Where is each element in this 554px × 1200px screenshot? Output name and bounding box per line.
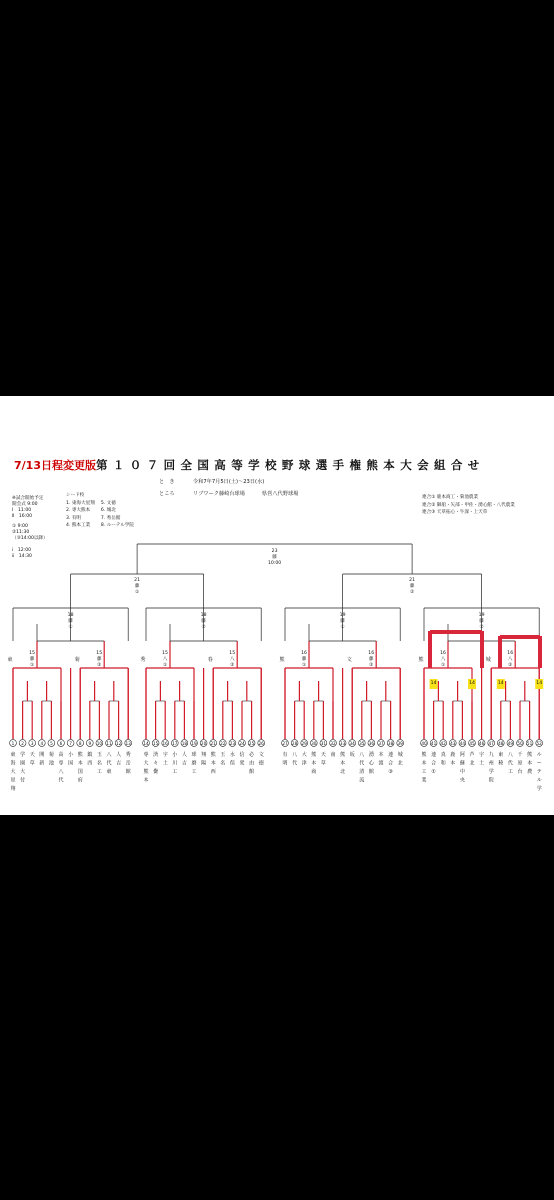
school-number: 24 xyxy=(239,740,245,746)
school-number: 16 xyxy=(162,740,168,746)
page-title: 第１０７回全国高等学校野球選手権熊本大会組合せ xyxy=(96,458,485,472)
school-name: 工 xyxy=(96,769,102,775)
seed-title: シード校 xyxy=(66,493,85,498)
school-name: 和 xyxy=(440,760,446,767)
school-name: 土 xyxy=(479,760,485,767)
match-label: ① xyxy=(301,663,307,668)
school-name: 熊 xyxy=(210,752,216,758)
school-name: 工 xyxy=(507,769,513,775)
school-name: 宇 xyxy=(479,752,485,758)
school-number: 23 xyxy=(229,740,236,746)
school-name: 宇 xyxy=(162,752,168,758)
school-number: 37 xyxy=(378,740,384,746)
school-name: 人 xyxy=(116,752,122,758)
school-name: 済 xyxy=(153,752,159,758)
match-label: ② xyxy=(369,663,374,668)
school-name: ① xyxy=(431,769,436,775)
match-label: 藤 xyxy=(29,657,35,662)
school-name: 学 xyxy=(488,769,494,775)
school-name: 翔 xyxy=(201,752,207,758)
match-label: 15 xyxy=(96,651,103,656)
seed-item: 7. 秀岳館 xyxy=(100,515,121,521)
match-label: 藤 xyxy=(272,555,277,560)
school-number: 44 xyxy=(459,740,466,746)
match-label: ① xyxy=(340,625,345,630)
school-name: ル xyxy=(536,752,542,758)
school-number: 13 xyxy=(125,740,131,746)
seed-item: 3. 有明 xyxy=(66,515,82,521)
match-label: ② xyxy=(97,663,102,668)
school-number: 28 xyxy=(291,740,298,746)
school-name: 合 xyxy=(431,760,437,767)
school-number: 4 xyxy=(40,740,44,746)
school-name: 川 xyxy=(172,760,178,767)
school-name: 台 xyxy=(517,769,523,775)
match-label: 八 xyxy=(229,657,235,662)
block-label: 春 xyxy=(207,657,213,663)
match-label: 21 xyxy=(134,578,141,583)
match-label: ② xyxy=(201,625,206,630)
school-number: 1 xyxy=(11,740,15,746)
school-name: 専 xyxy=(58,760,64,767)
school-name: 球 xyxy=(191,752,197,758)
highlight-label: 14 xyxy=(497,681,504,686)
school-name: 必 xyxy=(249,752,255,758)
match-label: 19 xyxy=(339,613,346,618)
school-number: 31 xyxy=(320,740,327,746)
school-name: 本 xyxy=(311,760,317,767)
match-label: 八 xyxy=(162,657,168,662)
school-name: 阿 xyxy=(459,752,465,758)
school-number: 46 xyxy=(478,740,485,746)
match-label: 八 xyxy=(507,657,513,662)
match-label: 18 xyxy=(67,613,74,618)
schedule-line: ① 9:00 xyxy=(12,524,28,529)
school-number: 39 xyxy=(397,740,403,746)
school-name: 農 xyxy=(527,769,533,775)
school-name: 代 xyxy=(359,760,365,767)
school-name: 本 xyxy=(450,760,456,767)
school-name: 熊 xyxy=(340,752,346,758)
school-name: 学 xyxy=(536,786,542,792)
school-number: 40 xyxy=(421,740,427,746)
school-number: 35 xyxy=(359,740,365,746)
school-name: 心 xyxy=(368,760,374,767)
block-label: 文 xyxy=(346,657,352,663)
school-name: 院 xyxy=(488,777,494,784)
school-number: 32 xyxy=(330,740,336,746)
school-name: 州 xyxy=(488,760,494,767)
school-number: 2 xyxy=(21,740,24,746)
school-name: 高 xyxy=(58,752,64,758)
school-name: 城 xyxy=(397,752,403,758)
school-name: 工 xyxy=(191,769,197,775)
school-name: 付 xyxy=(20,777,26,784)
school-number: 26 xyxy=(258,740,264,746)
school-number: 3 xyxy=(30,740,34,746)
school-name: 八 xyxy=(106,752,112,758)
school-name: 有 xyxy=(282,752,288,758)
school-number: 21 xyxy=(210,740,216,746)
school-name: 本 xyxy=(340,760,346,767)
block-label: 東 xyxy=(7,657,13,663)
school-name: 大 xyxy=(10,769,16,775)
schedule-title: ※試合開始予定 xyxy=(12,496,44,501)
school-name: 東 xyxy=(10,752,16,758)
match-label: 藤 xyxy=(340,619,345,624)
school-name: 信 xyxy=(239,752,245,758)
match-label: 18 xyxy=(200,613,207,618)
match-label: ① xyxy=(135,590,140,595)
match-label: 藤 xyxy=(201,619,206,624)
school-number: 25 xyxy=(248,740,255,746)
school-name: 文 xyxy=(258,752,264,758)
tokoro-label: ところ xyxy=(159,491,175,497)
match-label: 23 xyxy=(271,549,278,554)
school-name: 吉 xyxy=(116,760,122,767)
highlight-label: 14 xyxy=(536,681,543,686)
schedule-line: Ⅱ 16:00 xyxy=(12,514,33,519)
block-label: 菊 xyxy=(74,657,80,663)
school-name: 八 xyxy=(507,752,513,758)
school-name: 小 xyxy=(172,752,178,758)
school-name: 新 xyxy=(39,760,45,767)
school-name: 小 xyxy=(68,752,74,758)
match-label: 19 xyxy=(478,613,485,618)
match-label: 16 xyxy=(368,651,375,656)
school-name: 吉 xyxy=(181,760,187,767)
school-name: 草 xyxy=(29,760,35,767)
school-number: 47 xyxy=(488,740,494,746)
toki-label: と き xyxy=(159,479,175,485)
school-name: 中 xyxy=(459,769,465,775)
school-number: 10 xyxy=(96,740,103,746)
school-name: 北 xyxy=(340,769,346,775)
school-name: 名 xyxy=(220,760,226,767)
school-name: 人 xyxy=(181,752,187,758)
school-name: 北 xyxy=(397,760,403,767)
school-number: 33 xyxy=(339,740,346,746)
school-name: ル xyxy=(536,777,542,784)
rengo-line: 連合② 御船・矢部・甲佐・湧心館・八代農業 xyxy=(422,502,515,508)
school-name: 俣 xyxy=(229,760,235,767)
school-number: 18 xyxy=(181,740,188,746)
school-name: 八 xyxy=(58,769,64,775)
school-name: 館 xyxy=(125,769,131,775)
school-name: 代 xyxy=(292,760,298,767)
bracket-sheet xyxy=(0,396,554,815)
match-label: 藤 xyxy=(368,657,374,662)
school-name: 北 xyxy=(469,760,475,767)
school-number: 15 xyxy=(152,740,159,746)
school-number: 36 xyxy=(368,740,375,746)
school-name: 天 xyxy=(29,752,35,758)
seed-item: 8. ルーテル学院 xyxy=(100,523,134,529)
school-name: 大 xyxy=(143,760,149,767)
tournament-bracket xyxy=(0,396,554,815)
school-name: 星 xyxy=(10,777,16,784)
school-name: 陽 xyxy=(201,760,207,767)
school-name: 流 xyxy=(359,777,365,784)
school-name: 本 xyxy=(378,752,384,758)
school-number: 43 xyxy=(450,740,456,746)
school-name: 本 xyxy=(210,760,216,767)
match-label: 藤 xyxy=(134,584,140,589)
school-name: 開 xyxy=(39,752,45,758)
school-name: 館 xyxy=(368,769,374,775)
school-name: 本 xyxy=(527,760,533,767)
school-number: 49 xyxy=(507,740,514,746)
version-label: 7/13日程変更版 xyxy=(14,459,96,472)
school-name: 稜 xyxy=(498,760,504,767)
seed-item: 6. 城北 xyxy=(100,508,116,514)
school-name: 代 xyxy=(507,760,513,767)
school-name: 池 xyxy=(48,760,54,767)
school-name: 玉 xyxy=(220,752,226,758)
school-number: 34 xyxy=(349,740,355,746)
school-name: 大 xyxy=(20,769,26,775)
school-number: 6 xyxy=(59,740,63,746)
school-name: テ xyxy=(536,769,542,775)
school-name: 水 xyxy=(229,752,235,758)
school-name: 八 xyxy=(292,752,298,758)
school-number: 51 xyxy=(526,740,533,746)
schedule-line: 開会式 9:00 xyxy=(12,502,38,507)
block-label: 秀 xyxy=(140,657,146,663)
school-number: 22 xyxy=(220,740,226,746)
school-name: 本 xyxy=(143,777,149,784)
school-number: 27 xyxy=(282,740,288,746)
school-number: 41 xyxy=(430,740,437,746)
school-name: 千 xyxy=(517,752,523,758)
school-name: 鎮 xyxy=(87,752,93,758)
school-name: 黌 xyxy=(153,769,159,775)
school-number: 8 xyxy=(78,740,82,746)
match-label: 藤 xyxy=(301,657,307,662)
school-number: 5 xyxy=(50,740,53,746)
school-number: 48 xyxy=(498,740,504,746)
schedule-line: （③14:00以降） xyxy=(12,536,48,541)
school-name: 工 xyxy=(172,769,178,775)
school-name: 国 xyxy=(77,769,83,775)
match-label: ① xyxy=(29,663,35,668)
school-number: 9 xyxy=(88,740,92,746)
school-name: 連 xyxy=(431,752,437,758)
school-name: 代 xyxy=(58,777,64,784)
school-name: 西 xyxy=(87,760,93,767)
match-label: ② xyxy=(508,663,513,668)
school-name: 坂 xyxy=(349,752,355,758)
match-label: ① xyxy=(162,663,168,668)
school-name: 学 xyxy=(20,752,26,758)
school-name: 芦 xyxy=(469,752,475,758)
school-name: 湧 xyxy=(368,752,374,758)
match-label: 八 xyxy=(440,657,446,662)
venue-fujisaki: リブワーク藤崎台球場 xyxy=(193,491,245,497)
schedule-line: ⅰ 12:00 xyxy=(12,548,32,553)
school-number: 52 xyxy=(536,740,542,746)
school-name: 岳 xyxy=(125,760,131,767)
match-label: 16 xyxy=(507,651,514,656)
school-name: 熊 xyxy=(77,752,83,758)
school-name: 専 xyxy=(143,752,149,758)
school-name: 鹿 xyxy=(450,752,456,758)
school-name: 国 xyxy=(68,760,74,767)
school-name: 館 xyxy=(249,769,255,775)
school-number: 14 xyxy=(143,740,149,746)
school-number: 20 xyxy=(200,740,207,746)
school-name: 渡 xyxy=(378,760,384,767)
school-name: 草 xyxy=(320,760,326,767)
rengo-line: 連合① 鹿本商工・菊池農業 xyxy=(422,495,479,500)
school-name: 八 xyxy=(359,752,365,758)
school-name: ③ xyxy=(388,769,393,775)
school-name: 真 xyxy=(440,752,446,758)
school-name: 東 xyxy=(498,752,504,758)
school-name: 磨 xyxy=(191,760,197,767)
school-name: 連 xyxy=(388,752,394,758)
match-label: 15 xyxy=(29,651,35,656)
school-name: 園 xyxy=(20,760,26,767)
block-label: 熊 xyxy=(279,657,285,663)
school-name: 玉 xyxy=(96,752,102,758)
school-name: 西 xyxy=(210,769,216,775)
school-name: 東 xyxy=(106,769,112,775)
school-name: 代 xyxy=(106,760,112,767)
match-label: 16 xyxy=(440,651,446,656)
school-name: 蘇 xyxy=(459,760,465,767)
school-name: 秀 xyxy=(125,752,131,758)
highlight-label: 14 xyxy=(469,681,475,686)
match-label: 21 xyxy=(409,578,416,583)
match-label: ① xyxy=(68,625,73,630)
seed-item: 1. 東海大星翔 xyxy=(66,500,95,506)
school-number: 12 xyxy=(115,740,122,746)
school-name: 翔 xyxy=(10,786,16,792)
match-label: 15 xyxy=(229,651,236,656)
school-name: 熊 xyxy=(527,752,533,758)
highlight-label: 14 xyxy=(430,681,437,686)
match-label: 藤 xyxy=(96,657,102,662)
school-name: 愛 xyxy=(239,760,245,767)
school-name: 南 xyxy=(330,752,336,758)
school-name: 大 xyxy=(301,752,307,758)
school-name: 清 xyxy=(359,769,365,775)
match-label: ② xyxy=(410,590,415,595)
school-name: 九 xyxy=(488,752,494,758)
seed-item: 2. 専大熊本 xyxy=(66,508,91,514)
school-name: 商 xyxy=(311,769,317,775)
school-number: 45 xyxy=(469,740,475,746)
rengo-line: 連合③ 天草拓心・牛深・上天草 xyxy=(422,510,488,516)
school-number: 17 xyxy=(172,740,178,746)
school-name: 熊 xyxy=(421,752,427,758)
seed-item: 5. 文徳 xyxy=(100,500,116,506)
match-label: ① xyxy=(440,663,446,668)
school-number: 50 xyxy=(517,740,523,746)
school-name: 名 xyxy=(96,760,102,767)
venue-yatsushiro: 県営八代野球場 xyxy=(262,491,299,497)
school-name: 原 xyxy=(517,760,523,767)
school-name: 工 xyxy=(421,769,427,775)
block-label: 城 xyxy=(485,657,491,663)
schedule-line: ②11:30 xyxy=(12,530,30,535)
school-name: 菊 xyxy=(48,752,54,758)
match-label: 10:00 xyxy=(267,561,282,566)
school-number: 42 xyxy=(440,740,446,746)
school-name: 々 xyxy=(153,760,159,767)
match-label: 15 xyxy=(162,651,168,656)
school-name: ー xyxy=(536,760,542,767)
match-label: 藤 xyxy=(68,619,73,624)
school-name: 明 xyxy=(282,760,288,767)
school-name: 合 xyxy=(388,760,394,767)
seed-item: 4. 熊本工業 xyxy=(66,523,91,529)
school-name: 本 xyxy=(77,760,83,767)
school-number: 29 xyxy=(301,740,307,746)
school-number: 30 xyxy=(311,740,317,746)
schedule-line: ⅱ 14:30 xyxy=(12,554,32,559)
match-label: ② xyxy=(479,625,484,630)
match-label: ② xyxy=(230,663,235,668)
block-label: 熊 xyxy=(418,657,424,663)
school-name: 土 xyxy=(162,760,168,767)
school-name: 熊 xyxy=(311,752,317,758)
school-name: 府 xyxy=(77,777,83,784)
school-name: 本 xyxy=(421,760,427,767)
school-number: 19 xyxy=(191,740,197,746)
school-name: 由 xyxy=(249,760,255,767)
school-name: 業 xyxy=(421,777,427,784)
match-label: 藤 xyxy=(409,584,415,589)
school-name: 海 xyxy=(10,760,16,767)
school-name: 天 xyxy=(320,752,326,758)
school-number: 7 xyxy=(69,740,72,746)
school-name: 熊 xyxy=(143,769,149,775)
school-name: 徳 xyxy=(258,760,264,767)
school-number: 38 xyxy=(387,740,394,746)
schedule-line: Ⅰ 11:00 xyxy=(12,508,32,513)
school-number: 11 xyxy=(106,740,112,746)
date-range: 令和7年7月5日(土)～23日(水) xyxy=(193,479,265,485)
school-name: 央 xyxy=(459,777,465,784)
match-label: 藤 xyxy=(479,619,484,624)
match-label: 16 xyxy=(301,651,307,656)
school-name: 津 xyxy=(301,760,307,767)
